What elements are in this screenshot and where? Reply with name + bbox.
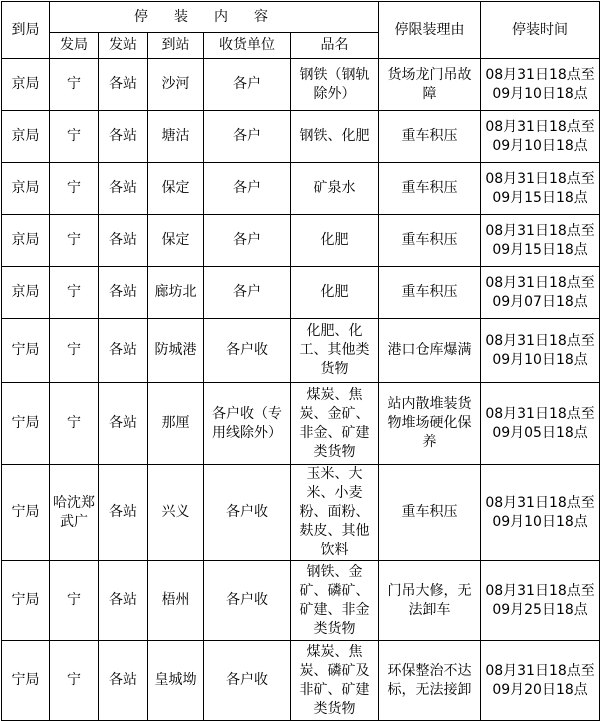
cell-goods: 化肥: [291, 267, 379, 319]
cell-period: 08月31日18点至09月07日18点: [481, 267, 600, 319]
header-period: 停装时间: [481, 2, 600, 59]
cell-reason: 港口仓库爆满: [379, 319, 481, 383]
cell-goods: 煤炭、焦炭、磷矿及非矿、矿建类货物: [291, 641, 379, 721]
cell-consignee: 各户收: [204, 641, 291, 721]
cell-to-bureau: 宁局: [2, 465, 50, 561]
cell-reason: 重车积压: [379, 111, 481, 163]
header-consignee: 收货单位: [204, 33, 291, 59]
cell-from-bureau: 宁: [50, 319, 99, 383]
table-row: [2, 111, 600, 163]
cell-reason: 环保整治不达标，无法接卸: [379, 641, 481, 721]
cell-consignee: 各户: [204, 59, 291, 111]
cell-period: 08月31日18点至09月20日18点: [481, 641, 600, 721]
cell-period: 08月31日18点至09月10日18点: [481, 59, 600, 111]
cell-to-bureau: 宁局: [2, 319, 50, 383]
cell-to-bureau: 宁局: [2, 561, 50, 641]
cell-consignee: 各户收（专用线除外）: [204, 383, 291, 465]
cell-to-bureau: 京局: [2, 163, 50, 215]
table-row: [2, 561, 600, 641]
cell-period: 08月31日18点至09月15日18点: [481, 163, 600, 215]
cell-goods: 钢铁（钢轨除外）: [291, 59, 379, 111]
cell-to-station: 那厘: [148, 383, 204, 465]
header-goods: 品名: [291, 33, 379, 59]
header-to-station: 到站: [148, 33, 204, 59]
cell-from-station: 各站: [99, 59, 148, 111]
cell-from-station: 各站: [99, 465, 148, 561]
cell-to-station: 保定: [148, 163, 204, 215]
cell-period: 08月31日18点至09月10日18点: [481, 111, 600, 163]
cell-to-station: 皇城坳: [148, 641, 204, 721]
cell-to-bureau: 京局: [2, 267, 50, 319]
cell-period: 08月31日18点至09月10日18点: [481, 319, 600, 383]
header-stop-content: 停装内容: [50, 2, 379, 33]
cell-consignee: 各户: [204, 111, 291, 163]
cell-to-bureau: 京局: [2, 215, 50, 267]
cell-from-bureau: 宁: [50, 111, 99, 163]
cell-period: 08月31日18点至09月10日18点: [481, 465, 600, 561]
table-row: [2, 641, 600, 721]
cell-consignee: 各户: [204, 215, 291, 267]
cell-from-station: 各站: [99, 641, 148, 721]
cell-to-station: 沙河: [148, 59, 204, 111]
cell-goods: 玉米、大米、小麦粉、面粉、麸皮、其他饮料: [291, 465, 379, 561]
cell-from-bureau: 宁: [50, 267, 99, 319]
cell-period: 08月31日18点至09月15日18点: [481, 215, 600, 267]
cell-goods: 化肥、化工、其他类货物: [291, 319, 379, 383]
header-to-bureau: 到局: [2, 2, 50, 59]
cell-from-bureau: 宁: [50, 383, 99, 465]
cell-from-station: 各站: [99, 383, 148, 465]
cell-consignee: 各户收: [204, 465, 291, 561]
cell-goods: 煤炭、焦炭、金矿、非金、矿建类货物: [291, 383, 379, 465]
cell-from-station: 各站: [99, 267, 148, 319]
cell-from-bureau: 宁: [50, 163, 99, 215]
cell-reason: 站内散堆装货物堆场硬化保养: [379, 383, 481, 465]
cell-consignee: 各户: [204, 267, 291, 319]
cell-from-bureau: 宁: [50, 59, 99, 111]
table-row: [2, 319, 600, 383]
table-row: [2, 267, 600, 319]
header-from-station: 发站: [99, 33, 148, 59]
cell-reason: 重车积压: [379, 267, 481, 319]
cell-to-station: 塘沽: [148, 111, 204, 163]
cell-consignee: 各户收: [204, 561, 291, 641]
header-row-1: [2, 2, 600, 33]
cell-to-station: 兴义: [148, 465, 204, 561]
cell-consignee: 各户收: [204, 319, 291, 383]
cell-goods: 矿泉水: [291, 163, 379, 215]
freight-stop-table: [1, 1, 600, 721]
cell-to-station: 廊坊北: [148, 267, 204, 319]
cell-goods: 化肥: [291, 215, 379, 267]
cell-from-bureau: 宁: [50, 641, 99, 721]
table-row: [2, 465, 600, 561]
table-row: [2, 215, 600, 267]
cell-to-station: 防城港: [148, 319, 204, 383]
cell-from-station: 各站: [99, 561, 148, 641]
cell-reason: 门吊大修，无法卸车: [379, 561, 481, 641]
cell-period: 08月31日18点至09月25日18点: [481, 561, 600, 641]
cell-goods: 钢铁、化肥: [291, 111, 379, 163]
cell-consignee: 各户: [204, 163, 291, 215]
cell-reason: 货场龙门吊故障: [379, 59, 481, 111]
header-reason: 停限装理由: [379, 2, 481, 59]
cell-from-station: 各站: [99, 163, 148, 215]
table-row: [2, 163, 600, 215]
cell-from-station: 各站: [99, 215, 148, 267]
cell-period: 08月31日18点至09月05日18点: [481, 383, 600, 465]
cell-to-bureau: 京局: [2, 59, 50, 111]
cell-to-bureau: 宁局: [2, 383, 50, 465]
table-body: [2, 2, 600, 721]
cell-from-bureau: 哈沈郑武广: [50, 465, 99, 561]
cell-goods: 钢铁、金矿、磷矿、矿建、非金类货物: [291, 561, 379, 641]
table-row: [2, 59, 600, 111]
cell-from-bureau: 宁: [50, 561, 99, 641]
cell-from-bureau: 宁: [50, 215, 99, 267]
table-row: [2, 383, 600, 465]
cell-reason: 重车积压: [379, 215, 481, 267]
cell-to-station: 梧州: [148, 561, 204, 641]
cell-from-station: 各站: [99, 319, 148, 383]
cell-to-station: 保定: [148, 215, 204, 267]
header-from-bureau: 发局: [50, 33, 99, 59]
cell-reason: 重车积压: [379, 465, 481, 561]
cell-from-station: 各站: [99, 111, 148, 163]
cell-to-bureau: 宁局: [2, 641, 50, 721]
cell-reason: 重车积压: [379, 163, 481, 215]
cell-to-bureau: 京局: [2, 111, 50, 163]
